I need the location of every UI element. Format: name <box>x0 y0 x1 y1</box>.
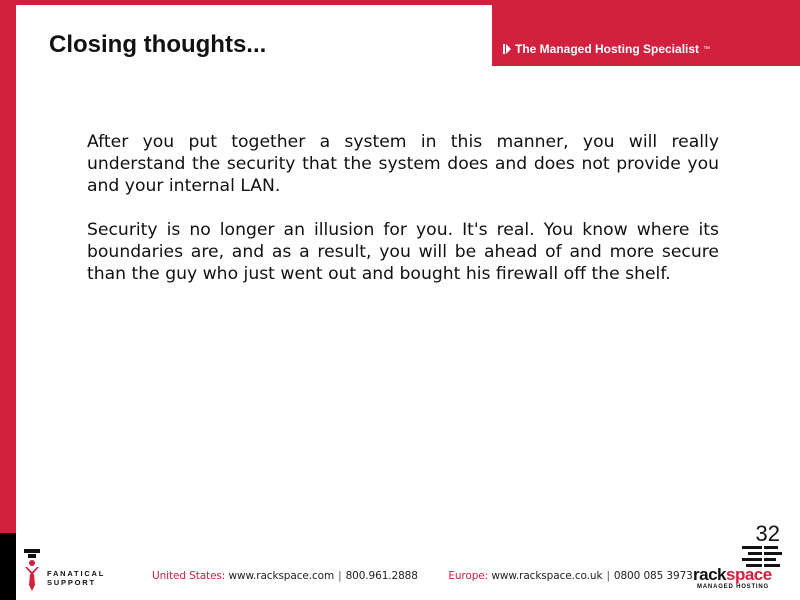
us-site-link[interactable]: www.rackspace.com <box>228 570 335 582</box>
fanatical-support-logo <box>22 547 112 593</box>
body-paragraph: After you put together a system in this manner, you will really understand the security that the system does and does not provide you and your internal LAN. <box>87 132 719 196</box>
page-title: Closing thoughts... <box>49 31 267 58</box>
play-arrow-icon <box>503 44 511 54</box>
eu-label: Europe: <box>448 570 489 582</box>
space-word: space <box>725 565 772 584</box>
eu-phone: 0800 085 3973 <box>613 570 693 582</box>
footer-contact <box>152 570 693 582</box>
tagline <box>503 42 710 56</box>
fanatical-figure-icon <box>22 547 44 593</box>
separator: | <box>606 570 610 582</box>
rackspace-logo <box>692 543 788 595</box>
separator: | <box>338 570 342 582</box>
rack-word: rack <box>693 565 726 584</box>
eu-site-link[interactable]: www.rackspace.co.uk <box>491 570 603 582</box>
header-underline <box>492 65 800 66</box>
left-accent-bar <box>0 0 16 533</box>
left-accent-bar-bottom <box>0 533 16 600</box>
body-text <box>87 131 719 307</box>
tagline-text: The Managed Hosting Specialist <box>515 42 700 56</box>
managed-hosting-text: MANAGED HOSTING <box>697 584 769 590</box>
header-brand-panel <box>492 0 800 65</box>
trademark-mark: ™ <box>703 45 711 53</box>
top-accent-line <box>16 0 492 5</box>
body-paragraph: Security is no longer an illusion for you. It's real. You know where its boundaries are, and as a result, you will be ahead of and more secure than the guy who just went out and bought his firewall off the shelf. <box>87 220 719 284</box>
us-label: United States: <box>152 570 226 582</box>
rackspace-wordmark <box>693 565 772 585</box>
us-phone: 800.961.2888 <box>345 570 418 582</box>
support-text: SUPPORT <box>47 578 96 587</box>
page-number: 32 <box>755 521 780 546</box>
fanatical-text: FANATICAL <box>47 569 106 578</box>
